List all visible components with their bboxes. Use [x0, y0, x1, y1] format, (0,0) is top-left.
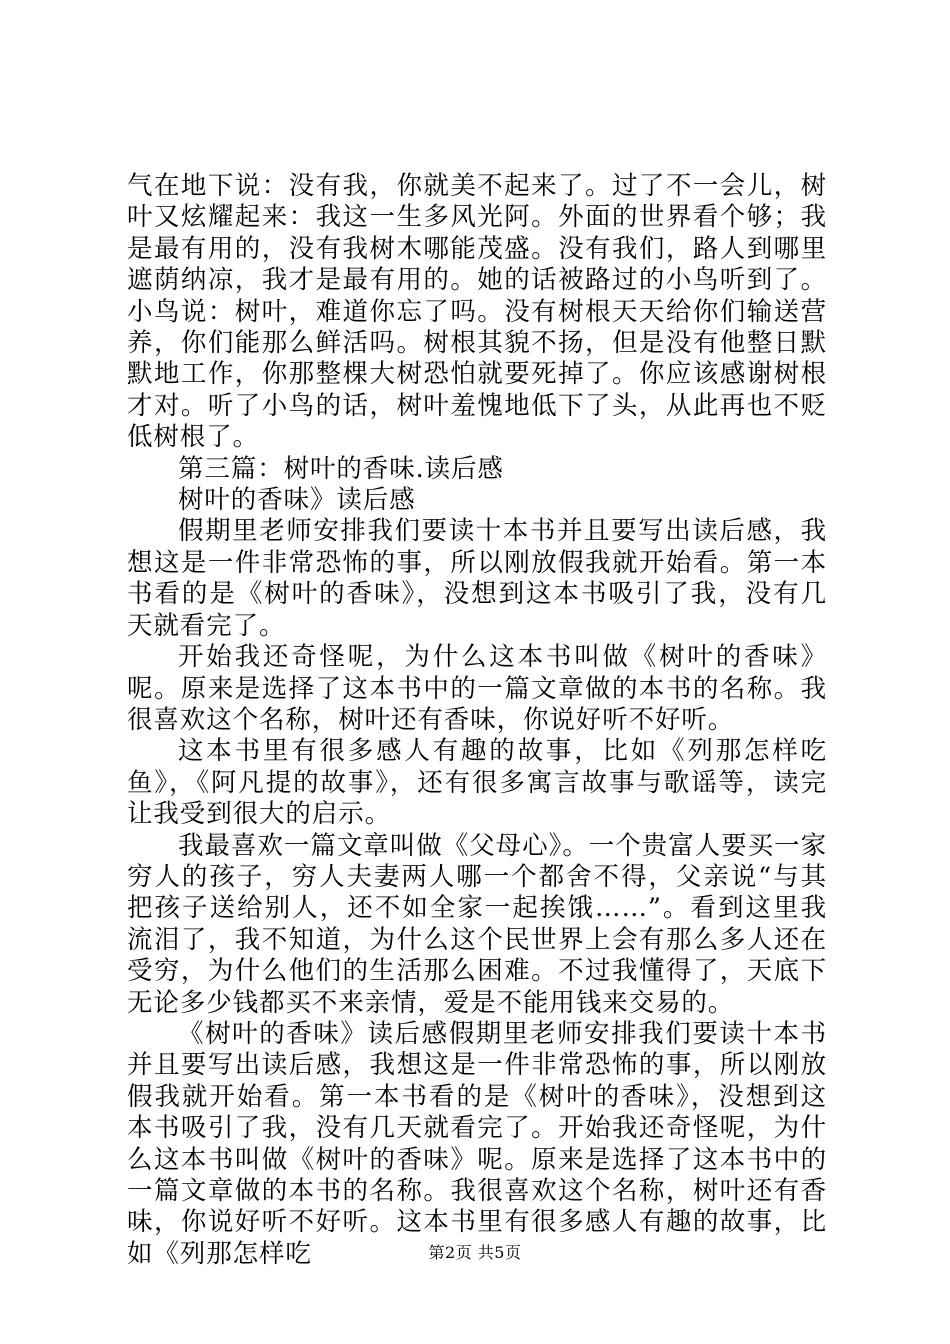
paragraph-story-ending: 气在地下说：没有我，你就美不起来了。过了不一会儿，树叶又炫耀起来：我这一生多风光阿。外面的世界看个够；我是最有用的，没有我树木哪能茂盛。没有我们，路人到哪里遮荫纳凉，我才是最有用的。她的话被路过的小鸟听到了。小鸟说：树叶，难道你忘了吗。没有树根天天给你们输送营养，你们能那么鲜活吗。树根其貌不扬，但是没有他整日默默地工作，你那整棵大树恐怕就要死掉了。你应该感谢树根才对。听了小鸟的话，树叶羞愧地低下了头，从此再也不贬低树根了。 — [127, 171, 827, 453]
paragraph-book-name: 开始我还奇怪呢，为什么这本书叫做《树叶的香味》呢。原来是选择了这本书中的一篇文章做的本书的名称。我很喜欢这个名称，树叶还有香味，你说好听不好听。 — [127, 642, 827, 735]
section-heading: 第三篇：树叶的香味.读后感 — [178, 453, 504, 484]
document-body — [127, 171, 827, 1270]
paragraph-favorite: 我最喜欢一篇文章叫做《父母心》。一个贵富人要买一家穷人的孩子，穷人夫妻两人哪一个都舍不得，父亲说“与其把孩子送给别人，还不如全家一起挨饿……”。看到这里我流泪了，我不知道，为什么这个民世界上会有那么多人还在受穷，为什么他们的生活那么困难。不过我懂得了，天底下无论多少钱都买不来亲情，爱是不能用钱来交易的。 — [127, 830, 827, 1018]
page-number-footer: 第2页 共5页 — [428, 1243, 522, 1262]
paragraph-repeat: 《树叶的香味》读后感假期里老师安排我们要读十本书并且要写出读后感，我想这是一件非常恐怖的事，所以刚放假我就开始看。第一本书看的是《树叶的香味》，没想到这本书吸引了我，没有几天就看完了。开始我还奇怪呢，为什么这本书叫做《树叶的香味》呢。原来是选择了这本书中的一篇文章做的本书的名称。我很喜欢这个名称，树叶还有香味，你说好听不好听。这本书里有很多感人有趣的故事，比如《列那怎样吃 — [127, 1018, 827, 1269]
essay-title: 树叶的香味》读后感 — [178, 485, 416, 516]
paragraph-intro: 假期里老师安排我们要读十本书并且要写出读后感，我想这是一件非常恐怖的事，所以刚放假我就开始看。第一本书看的是《树叶的香味》，没想到这本书吸引了我，没有几天就看完了。 — [127, 516, 827, 641]
paragraph-stories: 这本书里有很多感人有趣的故事，比如《列那怎样吃鱼》，《阿凡提的故事》，还有很多寓言故事与歌谣等，读完让我受到很大的启示。 — [127, 736, 827, 830]
